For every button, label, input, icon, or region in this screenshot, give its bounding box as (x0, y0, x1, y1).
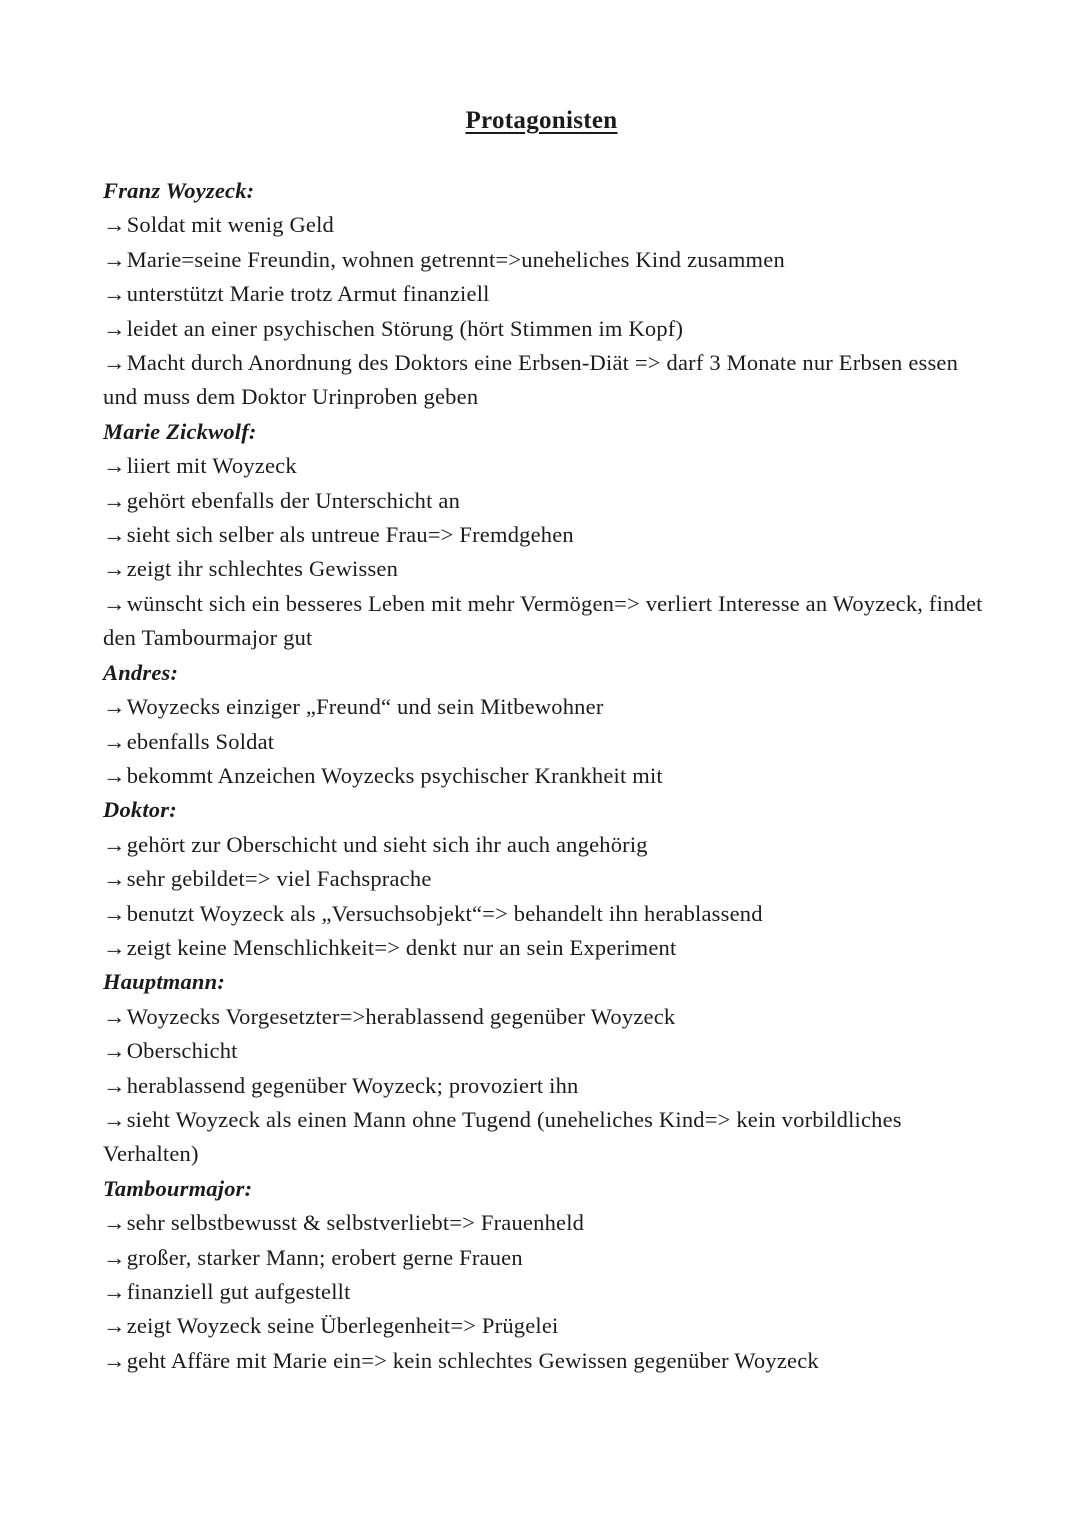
bullet-item (103, 1206, 983, 1240)
bullet-item (103, 1344, 983, 1378)
bullet-text: bekommt Anzeichen Woyzecks psychischer Krankheit mit (126, 762, 663, 788)
section-heading: Tambourmajor: (103, 1175, 253, 1201)
bullet-item (103, 1275, 983, 1309)
bullet-item (103, 208, 983, 242)
section-heading: Hauptmann: (103, 969, 226, 995)
bullet-item (103, 587, 983, 656)
arrow-right-icon: → (103, 281, 126, 307)
bullet-text: benutzt Woyzeck als „Versuchsobjekt“=> behandelt ihn herablassend (126, 900, 763, 926)
bullet-text: ebenfalls Soldat (126, 728, 275, 754)
page-title: Protagonisten (465, 107, 618, 134)
bullet-text: Woyzecks Vorgesetzter=>herablassend gegenüber Woyzeck (126, 1003, 676, 1029)
arrow-right-icon: → (103, 522, 126, 548)
bullet-item (103, 1241, 983, 1275)
arrow-right-icon: → (103, 1038, 126, 1064)
bullet-text: Marie=seine Freundin, wohnen getrennt=>uneheliches Kind zusammen (126, 246, 785, 272)
bullet-item (103, 1000, 983, 1034)
arrow-right-icon: → (103, 1347, 126, 1373)
bullet-text: finanziell gut aufgestellt (126, 1279, 351, 1304)
bullet-item (103, 312, 983, 346)
arrow-right-icon: → (103, 1003, 126, 1029)
arrow-right-icon: → (103, 1210, 126, 1236)
bullet-text: wünscht sich ein besseres Leben mit mehr Vermögen=> verliert Interesse an Woyzeck, findet den Tambourmajor gut (103, 590, 983, 651)
arrow-right-icon: → (103, 866, 126, 892)
bullet-item (103, 862, 983, 896)
arrow-right-icon: → (103, 246, 126, 272)
bullet-text: leidet an einer psychischen Störung (hört Stimmen im Kopf) (126, 315, 684, 341)
bullet-text: sehr gebildet=> viel Fachsprache (126, 866, 432, 892)
bullet-text: sieht sich selber als untreue Frau=> Fremdgehen (126, 522, 574, 548)
arrow-right-icon: → (103, 1279, 126, 1304)
bullet-text: zeigt ihr schlechtes Gewissen (126, 556, 399, 582)
arrow-right-icon: → (103, 453, 126, 479)
bullet-item (103, 725, 983, 759)
arrow-right-icon: → (103, 728, 126, 754)
bullet-item (103, 484, 983, 518)
document-body (103, 174, 983, 1378)
bullet-item (103, 1103, 983, 1172)
bullet-text: gehört zur Oberschicht und sieht sich ihr auch angehörig (126, 831, 648, 857)
arrow-right-icon: → (103, 934, 126, 960)
arrow-right-icon: → (103, 900, 126, 926)
bullet-item (103, 759, 983, 793)
bullet-item (103, 552, 983, 586)
bullet-item (103, 931, 983, 965)
bullet-text: zeigt Woyzeck seine Überlegenheit=> Prügelei (126, 1313, 559, 1339)
section-heading: Andres: (103, 659, 179, 685)
arrow-right-icon: → (103, 590, 126, 616)
bullet-item (103, 897, 983, 931)
arrow-right-icon: → (103, 694, 126, 720)
bullet-text: geht Affäre mit Marie ein=> kein schlechtes Gewissen gegenüber Woyzeck (126, 1347, 819, 1373)
bullet-item (103, 346, 983, 415)
arrow-right-icon: → (103, 1106, 126, 1132)
arrow-right-icon: → (103, 212, 126, 238)
bullet-item (103, 690, 983, 724)
arrow-right-icon: → (103, 1244, 126, 1270)
bullet-text: Oberschicht (126, 1038, 238, 1064)
bullet-text: unterstützt Marie trotz Armut finanziell (126, 281, 490, 307)
arrow-right-icon: → (103, 487, 126, 513)
arrow-right-icon: → (103, 1313, 126, 1339)
bullet-item (103, 243, 983, 277)
bullet-item (103, 1309, 983, 1343)
bullet-text: sehr selbstbewusst & selbstverliebt=> Frauenheld (126, 1210, 585, 1236)
arrow-right-icon: → (103, 315, 126, 341)
bullet-text: gehört ebenfalls der Unterschicht an (126, 487, 461, 513)
bullet-text: Soldat mit wenig Geld (126, 212, 335, 238)
arrow-right-icon: → (103, 350, 126, 376)
bullet-item (103, 828, 983, 862)
arrow-right-icon: → (103, 762, 126, 788)
section-heading: Marie Zickwolf: (103, 418, 257, 444)
bullet-item (103, 1034, 983, 1068)
arrow-right-icon: → (103, 831, 126, 857)
bullet-text: sieht Woyzeck als einen Mann ohne Tugend (uneheliches Kind=> kein vorbildliches Verhalten) (103, 1106, 902, 1167)
bullet-text: großer, starker Mann; erobert gerne Frauen (126, 1244, 523, 1270)
bullet-item (103, 449, 983, 483)
arrow-right-icon: → (103, 1072, 126, 1098)
arrow-right-icon: → (103, 556, 126, 582)
bullet-item (103, 518, 983, 552)
section-heading: Franz Woyzeck: (103, 178, 255, 203)
bullet-item (103, 277, 983, 311)
bullet-item (103, 1069, 983, 1103)
section-heading: Doktor: (103, 797, 177, 823)
bullet-text: liiert mit Woyzeck (126, 453, 297, 479)
bullet-text: Woyzecks einziger „Freund“ und sein Mitbewohner (126, 694, 604, 720)
bullet-text: zeigt keine Menschlichkeit=> denkt nur an sein Experiment (126, 934, 677, 960)
bullet-text: herablassend gegenüber Woyzeck; provoziert ihn (126, 1072, 579, 1098)
bullet-text: Macht durch Anordnung des Doktors eine Erbsen-Diät => darf 3 Monate nur Erbsen essen und muss dem Doktor Urinproben geben (103, 350, 959, 410)
